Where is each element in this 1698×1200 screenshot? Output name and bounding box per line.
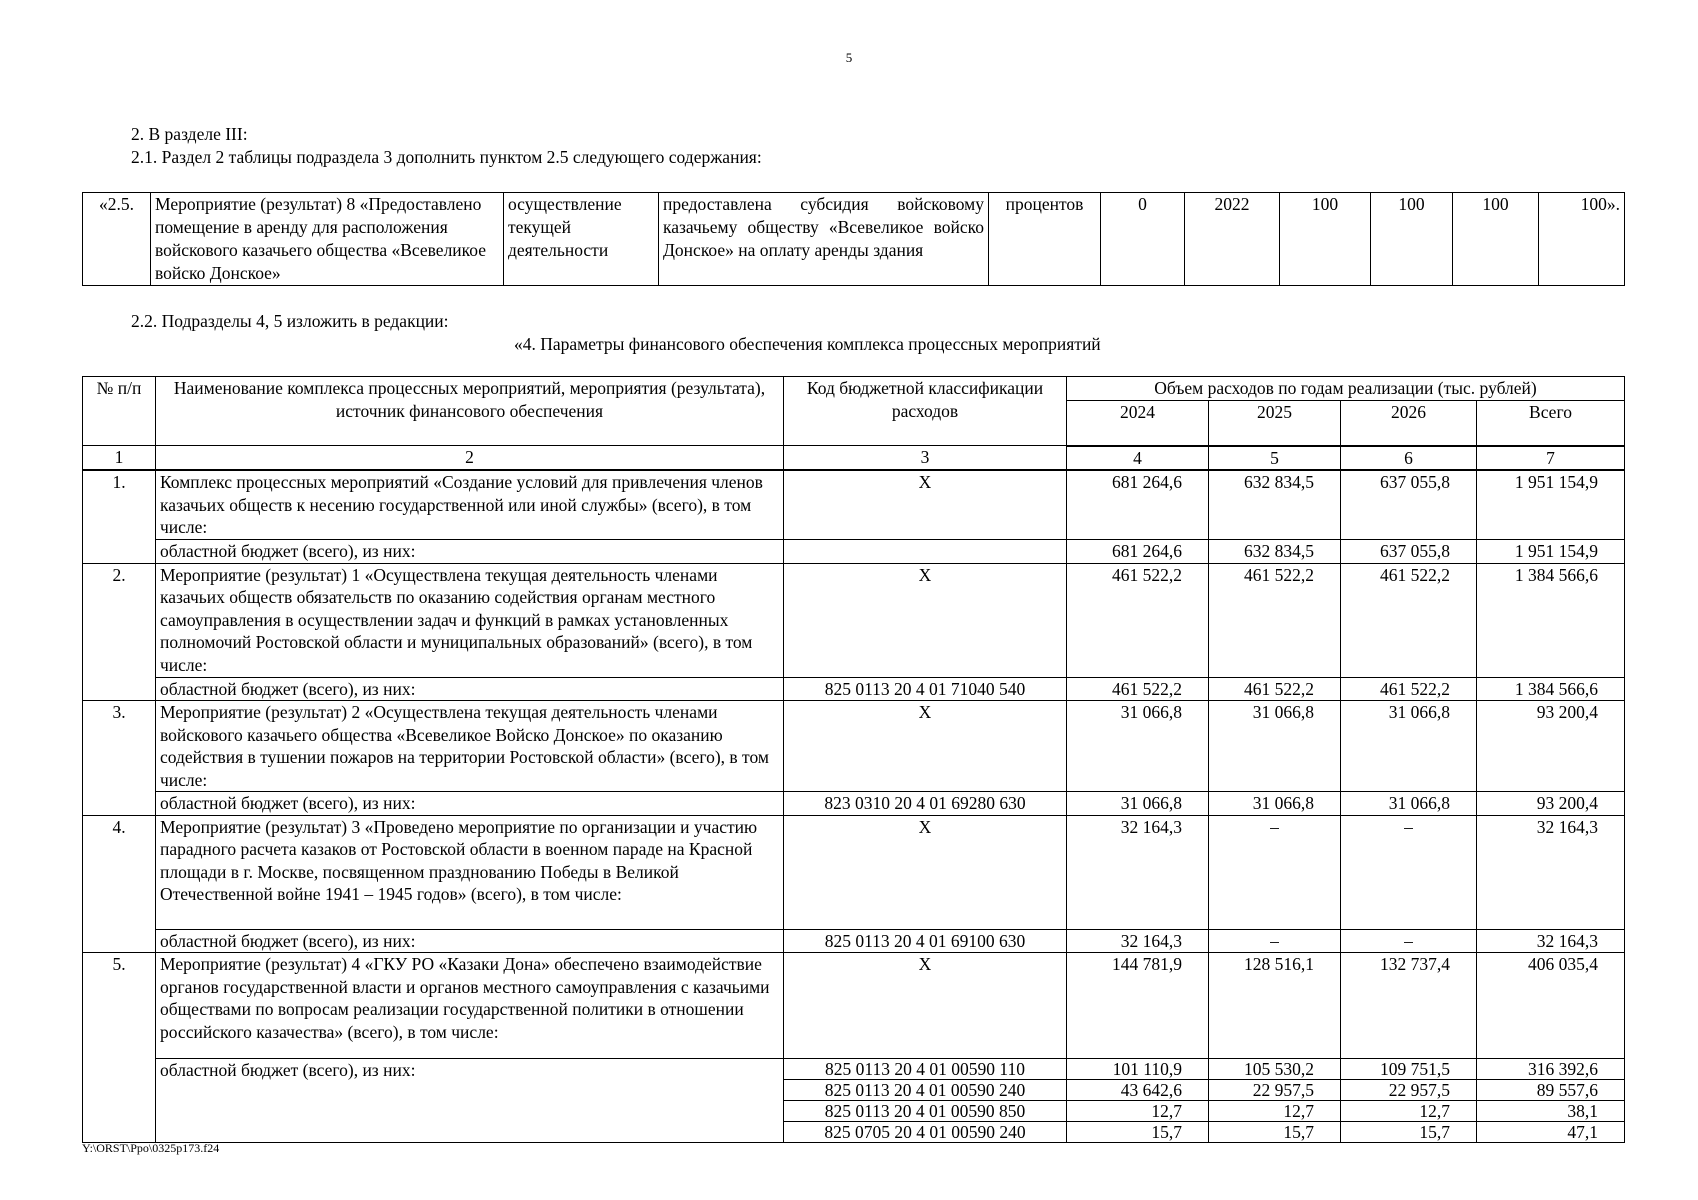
index-cell: 3 xyxy=(784,446,1067,471)
row-num: 1. xyxy=(83,470,156,563)
header-row-1 xyxy=(83,377,1625,401)
header-year-2025: 2025 xyxy=(1209,400,1341,446)
subrow-value-2025: 632 834,5 xyxy=(1209,540,1341,564)
row-value-2024: 461 522,2 xyxy=(1067,563,1209,677)
table-subrow xyxy=(83,1059,1625,1080)
table-subrow xyxy=(83,540,1625,564)
row-value-2026: 461 522,2 xyxy=(1341,563,1477,677)
row-name: Мероприятие (результат) 3 «Проведено мероприятие по организации и участию парадного расчета казаков от Ростовской области в военном параде на Красной площади в г. Москве, посвященном празднованию Победы в Великой Отечественной войне 1941 – 1945 годов» (всего), в том числе: xyxy=(156,815,784,929)
subrow-code: 825 0113 20 4 01 71040 540 xyxy=(784,677,1067,701)
subrow-value-2024: 43 642,6 xyxy=(1067,1080,1209,1101)
subrow-name: областной бюджет (всего), из них: xyxy=(156,792,784,816)
row-code: X xyxy=(784,701,1067,792)
row-value-total: 1 951 154,9 xyxy=(1477,470,1625,540)
index-cell: 6 xyxy=(1341,446,1477,471)
row-value-2024: 144 781,9 xyxy=(1067,953,1209,1059)
row-value-2024: 32 164,3 xyxy=(1067,815,1209,929)
header-name: Наименование комплекса процессных мероприятий, мероприятия (результата), источник финансового обеспечения xyxy=(156,377,784,446)
header-year-2026: 2026 xyxy=(1341,400,1477,446)
subrow-name: областной бюджет (всего), из них: xyxy=(156,677,784,701)
row-num: 4. xyxy=(83,815,156,953)
subrow-code xyxy=(784,540,1067,564)
row-2-5-year: 2022 xyxy=(1185,193,1280,286)
row-value-2025: 128 516,1 xyxy=(1209,953,1341,1059)
subrow-value-2024: 101 110,9 xyxy=(1067,1059,1209,1080)
row-value-total: 1 384 566,6 xyxy=(1477,563,1625,677)
row-value-2026: 637 055,8 xyxy=(1341,470,1477,540)
subrow-value-2026: 15,7 xyxy=(1341,1122,1477,1143)
row-value-2025: 461 522,2 xyxy=(1209,563,1341,677)
subrow-value-2025: 105 530,2 xyxy=(1209,1059,1341,1080)
row-2-5-base: 0 xyxy=(1101,193,1185,286)
header-code: Код бюджетной классификации расходов xyxy=(784,377,1067,446)
row-2-5-v4: 100». xyxy=(1539,193,1625,286)
subrow-code: 825 0113 20 4 01 69100 630 xyxy=(784,929,1067,953)
subrow-name: областной бюджет (всего), из них: xyxy=(156,929,784,953)
file-path-footer: Y:\ORST\Ppo\0325p173.f24 xyxy=(82,1141,220,1155)
row-code: X xyxy=(784,815,1067,929)
subrow-value-2025: 461 522,2 xyxy=(1209,677,1341,701)
index-cell: 7 xyxy=(1477,446,1625,471)
subrow-value-2026: 637 055,8 xyxy=(1341,540,1477,564)
subrow-value-2025: – xyxy=(1209,929,1341,953)
row-2-5-type: осуществление текущей деятельности xyxy=(504,193,659,286)
header-num: № п/п xyxy=(83,377,156,446)
header-year-2024: 2024 xyxy=(1067,400,1209,446)
subrow-value-2024: 681 264,6 xyxy=(1067,540,1209,564)
row-2-5-table xyxy=(82,192,1625,286)
subrow-value-total: 1 384 566,6 xyxy=(1477,677,1625,701)
subrow-value-total: 1 951 154,9 xyxy=(1477,540,1625,564)
subrow-value-2024: 32 164,3 xyxy=(1067,929,1209,953)
subrow-value-total: 93 200,4 xyxy=(1477,792,1625,816)
index-cell: 1 xyxy=(83,446,156,471)
row-value-total: 93 200,4 xyxy=(1477,701,1625,792)
row-num: 5. xyxy=(83,953,156,1143)
row-2-5-v1: 100 xyxy=(1280,193,1371,286)
row-num: 3. xyxy=(83,701,156,816)
table-row xyxy=(83,470,1625,540)
row-value-2025: 632 834,5 xyxy=(1209,470,1341,540)
row-value-2026: 132 737,4 xyxy=(1341,953,1477,1059)
subrow-name: областной бюджет (всего), из них: xyxy=(156,1059,784,1143)
table-row xyxy=(83,701,1625,792)
row-value-2024: 681 264,6 xyxy=(1067,470,1209,540)
subrow-code: 825 0113 20 4 01 00590 240 xyxy=(784,1080,1067,1101)
row-value-total: 32 164,3 xyxy=(1477,815,1625,929)
table-subrow xyxy=(83,792,1625,816)
subrow-value-2024: 12,7 xyxy=(1067,1101,1209,1122)
subrow-code: 825 0113 20 4 01 00590 850 xyxy=(784,1101,1067,1122)
subrow-code: 825 0113 20 4 01 00590 110 xyxy=(784,1059,1067,1080)
subrow-value-2024: 31 066,8 xyxy=(1067,792,1209,816)
table-subrow xyxy=(83,677,1625,701)
header-total: Всего xyxy=(1477,400,1625,446)
subrow-value-2025: 31 066,8 xyxy=(1209,792,1341,816)
subrow-value-total: 89 557,6 xyxy=(1477,1080,1625,1101)
row-name: Мероприятие (результат) 4 «ГКУ РО «Казаки Дона» обеспечено взаимодействие органов государственной власти и органов местного самоуправления с казачьими обществами по вопросам реализации государственной политики в отношении российского казачества» (всего), в том числе: xyxy=(156,953,784,1059)
row-code: X xyxy=(784,563,1067,677)
row-name: Мероприятие (результат) 2 «Осуществлена текущая деятельность членами войскового казачьего общества «Всевеликое Войско Донское» по оказанию содействия в тушении пожаров на территории Ростовской области» (всего), в том числе: xyxy=(156,701,784,792)
index-cell: 4 xyxy=(1067,446,1209,471)
subrow-value-2024: 461 522,2 xyxy=(1067,677,1209,701)
table-row xyxy=(83,563,1625,677)
index-cell: 2 xyxy=(156,446,784,471)
row-2-5-num: «2.5. xyxy=(83,193,151,286)
subrow-code: 823 0310 20 4 01 69280 630 xyxy=(784,792,1067,816)
subrow-value-total: 38,1 xyxy=(1477,1101,1625,1122)
row-value-2025: 31 066,8 xyxy=(1209,701,1341,792)
subrow-value-2025: 22 957,5 xyxy=(1209,1080,1341,1101)
row-2-5 xyxy=(83,193,1625,286)
row-name: Комплекс процессных мероприятий «Создание условий для привлечения членов казачьих обществ к несению государственной или иной службы» (всего), в том числе: xyxy=(156,470,784,540)
subrow-value-total: 47,1 xyxy=(1477,1122,1625,1143)
intro-line-1: 2. В разделе III: xyxy=(131,124,248,144)
subrow-code: 825 0705 20 4 01 00590 240 xyxy=(784,1122,1067,1143)
table-row xyxy=(83,815,1625,929)
page-number: 5 xyxy=(845,50,853,65)
row-code: X xyxy=(784,470,1067,540)
row-value-total: 406 035,4 xyxy=(1477,953,1625,1059)
subrow-value-total: 32 164,3 xyxy=(1477,929,1625,953)
subrow-value-2026: 461 522,2 xyxy=(1341,677,1477,701)
table-row xyxy=(83,953,1625,1059)
subrow-value-2024: 15,7 xyxy=(1067,1122,1209,1143)
subrow-value-2025: 15,7 xyxy=(1209,1122,1341,1143)
subrow-value-2026: 22 957,5 xyxy=(1341,1080,1477,1101)
subrow-name: областной бюджет (всего), из них: xyxy=(156,540,784,564)
index-row xyxy=(83,446,1625,471)
row-value-2026: – xyxy=(1341,815,1477,929)
subrow-value-2025: 12,7 xyxy=(1209,1101,1341,1122)
table-subrow xyxy=(83,929,1625,953)
row-2-5-unit: процентов xyxy=(989,193,1101,286)
row-num: 2. xyxy=(83,563,156,701)
row-2-5-name: Мероприятие (результат) 8 «Предоставлено помещение в аренду для расположения войскового казачьего общества «Всевеликое войско Донское» xyxy=(151,193,504,286)
row-value-2024: 31 066,8 xyxy=(1067,701,1209,792)
section-4-title: «4. Параметры финансового обеспечения комплекса процессных мероприятий xyxy=(514,334,1101,354)
subrow-value-2026: – xyxy=(1341,929,1477,953)
row-code: X xyxy=(784,953,1067,1059)
intro-line-2: 2.1. Раздел 2 таблицы подраздела 3 дополнить пунктом 2.5 следующего содержания: xyxy=(131,147,762,167)
index-cell: 5 xyxy=(1209,446,1341,471)
row-value-2025: – xyxy=(1209,815,1341,929)
finance-table xyxy=(82,376,1625,1143)
row-2-5-desc: предоставлена субсидия войсковому казачьему обществу «Всевеликое войско Донское» на оплату аренды здания xyxy=(659,193,989,286)
subrow-value-total: 316 392,6 xyxy=(1477,1059,1625,1080)
row-2-5-v3: 100 xyxy=(1453,193,1539,286)
row-name: Мероприятие (результат) 1 «Осуществлена текущая деятельность членами казачьих обществ обязательств по оказанию содействия органам местного самоуправления в осуществлении задач и функций в рамках установленных полномочий Ростовской области и муниципальных образований» (всего), в том числе: xyxy=(156,563,784,677)
row-value-2026: 31 066,8 xyxy=(1341,701,1477,792)
row-2-5-v2: 100 xyxy=(1371,193,1453,286)
subrow-value-2026: 31 066,8 xyxy=(1341,792,1477,816)
section-2-2-heading: 2.2. Подразделы 4, 5 изложить в редакции: xyxy=(131,311,449,331)
header-volume: Объем расходов по годам реализации (тыс. рублей) xyxy=(1067,377,1625,401)
subrow-value-2026: 109 751,5 xyxy=(1341,1059,1477,1080)
subrow-value-2026: 12,7 xyxy=(1341,1101,1477,1122)
